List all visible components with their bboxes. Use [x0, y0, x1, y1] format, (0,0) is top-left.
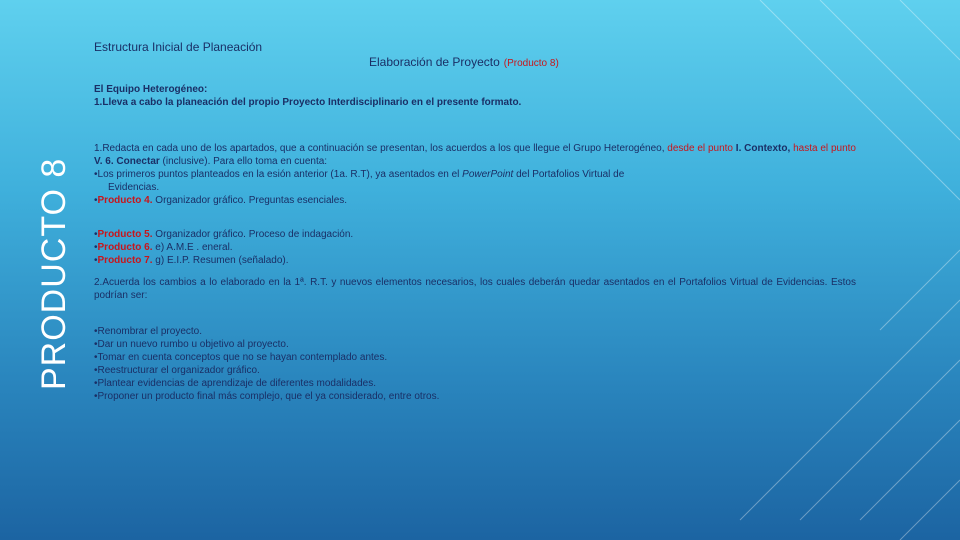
- paragraph-4: [94, 325, 856, 403]
- p1-bullet-2: •Producto 4. Organizador gráfico. Preguntas esenciales.: [94, 195, 348, 206]
- p1-c: I. Contexto,: [732, 143, 791, 154]
- list-item: •Producto 5. Organizador gráfico. Proceso de indagación.: [94, 229, 354, 240]
- list-item: •Reestructurar el organizador gráfico.: [94, 365, 260, 376]
- list-item: •Dar un nuevo rumbo u objetivo al proyecto.: [94, 339, 289, 350]
- team-line-2: 1.Lleva a cabo la planeación del propio Proyecto Interdisciplinario en el presente formato.: [94, 97, 522, 108]
- vertical-title: PRODUCTO 8: [35, 157, 73, 390]
- center-title-note: (Producto 8): [503, 58, 559, 69]
- team-instructions: [94, 83, 856, 109]
- paragraph-1: [94, 142, 856, 207]
- paragraph-2: [94, 228, 856, 267]
- p1-e: V. 6. Conectar: [94, 156, 160, 167]
- p1-bullet-1: •Los primeros puntos planteados en la esión anterior (1a. R.T), ya asentados en el PowerPoint del Portafolios Virtual de: [94, 169, 625, 180]
- p1-f: (inclusive). Para ello toma en cuenta:: [159, 156, 328, 167]
- team-line-1: El Equipo Heterogéneo:: [94, 84, 208, 95]
- list-item: •Tomar en cuenta conceptos que no se hayan contemplado antes.: [94, 352, 388, 363]
- paragraph-3: 2.Acuerda los cambios a lo elaborado en la 1ª. R.T. y nuevos elementos necesarios, los cuales deberán quedar asentados en el Portafolios Virtual de Evidencias. Estos podrían ser:: [94, 277, 856, 301]
- list-item: •Plantear evidencias de aprendizaje de diferentes modalidades.: [94, 378, 377, 389]
- center-title-text: Elaboración de Proyecto: [369, 55, 500, 69]
- p1-a: 1.Redacta en cada uno de los apartados, que a continuación se presentan, los acuerdos a los que llegue el Grupo Heterogéneo,: [94, 143, 668, 154]
- center-title: [369, 55, 559, 69]
- p1-d: hasta el punto: [790, 143, 856, 154]
- p1-b: desde el punto: [667, 143, 733, 154]
- left-title: Estructura Inicial de Planeación: [94, 40, 263, 54]
- list-item: •Proponer un producto final más complejo, que el ya considerado, entre otros.: [94, 391, 440, 402]
- p1-bullet-1-cont: Evidencias.: [108, 182, 160, 193]
- list-item: •Producto 6. e) A.M.E . eneral.: [94, 242, 233, 253]
- list-item: •Renombrar el proyecto.: [94, 326, 202, 337]
- list-item: •Producto 7. g) E.I.P. Resumen (señalado).: [94, 255, 289, 266]
